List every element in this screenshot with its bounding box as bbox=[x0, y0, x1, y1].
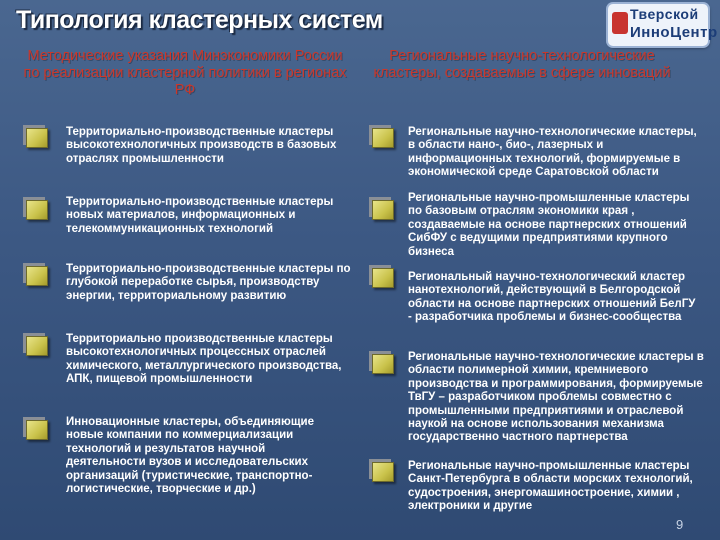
left-list-item: Территориально-производственные кластеры высокотехнологичных производств в базовых отраслях промышленности bbox=[66, 126, 337, 165]
right-list-item: Региональный научно-технологический кластер нанотехнологий, действующий в Белгородской области на основе партнерских отношений БелГУ - разработчика проблемы и бизнес-сообщества bbox=[408, 271, 696, 324]
bullet-icon bbox=[26, 200, 48, 220]
right-list-item: Региональные научно-технологические кластеры в области полимерной химии, кремниевого производства и программирования, формируемые ТвГУ – разработчиком проблемы совместно с промышленными предприятиями и отраслевой наукой на основе использования механизма государственно частного партнерства bbox=[408, 351, 704, 444]
left-list-item: Территориально-производственные кластеры по глубокой переработке сырья, производству энергии, территориальному развитию bbox=[66, 263, 351, 302]
bullet-icon bbox=[26, 336, 48, 356]
logo-line1: Тверской bbox=[630, 6, 699, 22]
bullet-icon bbox=[26, 266, 48, 286]
left-list-item: Инновационные кластеры, объединяющие новые компании по коммерциализации технологий и результатов научной деятельности вузов и исследовательских организаций (туристические, транспортно-логистические, творческие и др.) bbox=[66, 416, 314, 496]
bullet-icon bbox=[26, 128, 48, 148]
bullet-icon bbox=[26, 420, 48, 440]
logo-emblem-icon bbox=[612, 12, 628, 34]
page-number: 9 bbox=[676, 517, 684, 532]
bullet-icon bbox=[372, 200, 394, 220]
right-list-item: Региональные научно-технологические кластеры, в области нано-, био-, лазерных и информационных технологий, формируемые в экономической среде Саратовской области bbox=[408, 126, 697, 179]
right-list-item: Региональные научно-промышленные кластеры Санкт-Петербурга в области морских технологий, судостроения, энергомашиностроение, химии , электроники и другие bbox=[408, 460, 693, 513]
left-list-item: Территориально-производственные кластеры новых материалов, информационных и телекоммуникационных технологий bbox=[66, 196, 334, 235]
right-column-heading: Региональные научно-технологические кластеры, создаваемые в сфере инноваций bbox=[373, 48, 671, 81]
slide-title: Типология кластерных систем bbox=[16, 6, 383, 34]
left-column-heading: Методические указания Минэкономики России по реализации кластерной политики в регионах РФ bbox=[23, 48, 347, 98]
bullet-icon bbox=[372, 354, 394, 374]
bullet-icon bbox=[372, 268, 394, 288]
logo bbox=[608, 4, 718, 46]
left-list-item: Территориально производственные кластеры высокотехнологичных процессных отраслей химического, металлургического производства, АПК, пищевой промышленности bbox=[66, 333, 342, 386]
right-list-item: Региональные научно-промышленные кластеры по базовым отраслям экономики края , создаваемые на основе партнерских отношений СибФУ с ведущими предприятиями крупного бизнеса bbox=[408, 192, 690, 258]
logo-line2: ИнноЦентр bbox=[630, 24, 718, 41]
bullet-icon bbox=[372, 128, 394, 148]
bullet-icon bbox=[372, 462, 394, 482]
